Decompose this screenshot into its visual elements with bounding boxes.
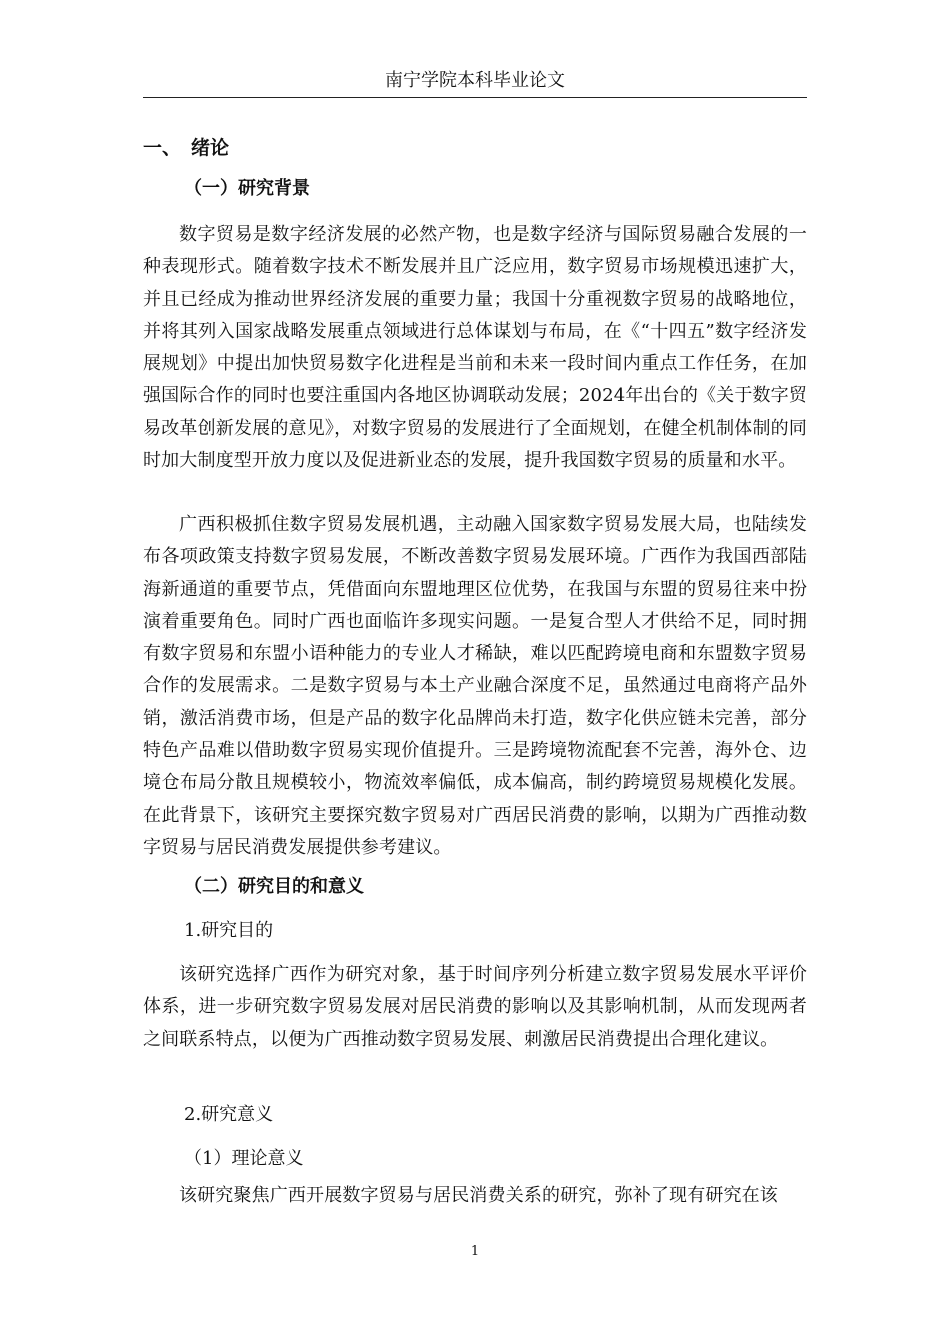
section-heading-background: （一）研究背景 <box>184 178 310 199</box>
subsection-heading-purpose: 1.研究目的 <box>184 920 274 941</box>
subsection-heading-significance: 2.研究意义 <box>184 1104 274 1125</box>
chapter-number: 一、 <box>143 137 182 159</box>
chapter-heading <box>143 135 229 161</box>
body-paragraph-purpose: 该研究选择广西作为研究对象，基于时间序列分析建立数字贸易发展水平评价体系，进一步研究数字贸易发展对居民消费的影响以及其影响机制，从而发现两者之间联系特点，以便为广西推动数字贸易发展、刺激居民消费提出合理化建议。 <box>143 964 807 1050</box>
chapter-title: 绪论 <box>191 137 230 159</box>
page-number: 1 <box>470 1244 480 1259</box>
body-paragraph-theoretical: 该研究聚焦广西开展数字贸易与居民消费关系的研究，弥补了现有研究在该 <box>179 1185 778 1206</box>
section-heading-purpose-significance: （二）研究目的和意义 <box>184 876 364 897</box>
header-title: 南宁学院本科毕业论文 <box>385 70 565 91</box>
item-heading-theoretical: （1）理论意义 <box>184 1148 304 1169</box>
body-paragraph-1: 数字贸易是数字经济发展的必然产物，也是数字经济与国际贸易融合发展的一种表现形式。随着数字技术不断发展并且广泛应用，数字贸易市场规模迅速扩大，并且已经成为推动世界经济发展的重要力量；我国十分重视数字贸易的战略地位，并将其列入国家战略发展重点领域进行总体谋划与布局，在《“十四五”数字经济发展规划》中提出加快贸易数字化进程是当前和未来一段时间内重点工作任务，在加强国际合作的同时也要注重国内各地区协调联动发展；2024年出台的《关于数字贸易改革创新发展的意见》，对数字贸易的发展进行了全面规划，在健全机制体制的同时加大制度型开放力度以及促进新业态的发展，提升我国数字贸易的质量和水平。 <box>143 224 807 472</box>
body-paragraph-2: 广西积极抓住数字贸易发展机遇，主动融入国家数字贸易发展大局，也陆续发布各项政策支持数字贸易发展，不断改善数字贸易发展环境。广西作为我国西部陆海新通道的重要节点，凭借面向东盟地理区位优势，在我国与东盟的贸易往来中扮演着重要角色。同时广西也面临许多现实问题。一是复合型人才供给不足，同时拥有数字贸易和东盟小语种能力的专业人才稀缺，难以匹配跨境电商和东盟数字贸易合作的发展需求。二是数字贸易与本土产业融合深度不足，虽然通过电商将产品外销，激活消费市场，但是产品的数字化品牌尚未打造，数字化供应链未完善，部分特色产品难以借助数字贸易实现价值提升。三是跨境物流配套不完善，海外仓、边境仓布局分散且规模较小，物流效率偏低，成本偏高，制约跨境贸易规模化发展。在此背景下，该研究主要探究数字贸易对广西居民消费的影响，以期为广西推动数字贸易与居民消费发展提供参考建议。 <box>143 514 807 858</box>
page-header <box>143 70 807 98</box>
